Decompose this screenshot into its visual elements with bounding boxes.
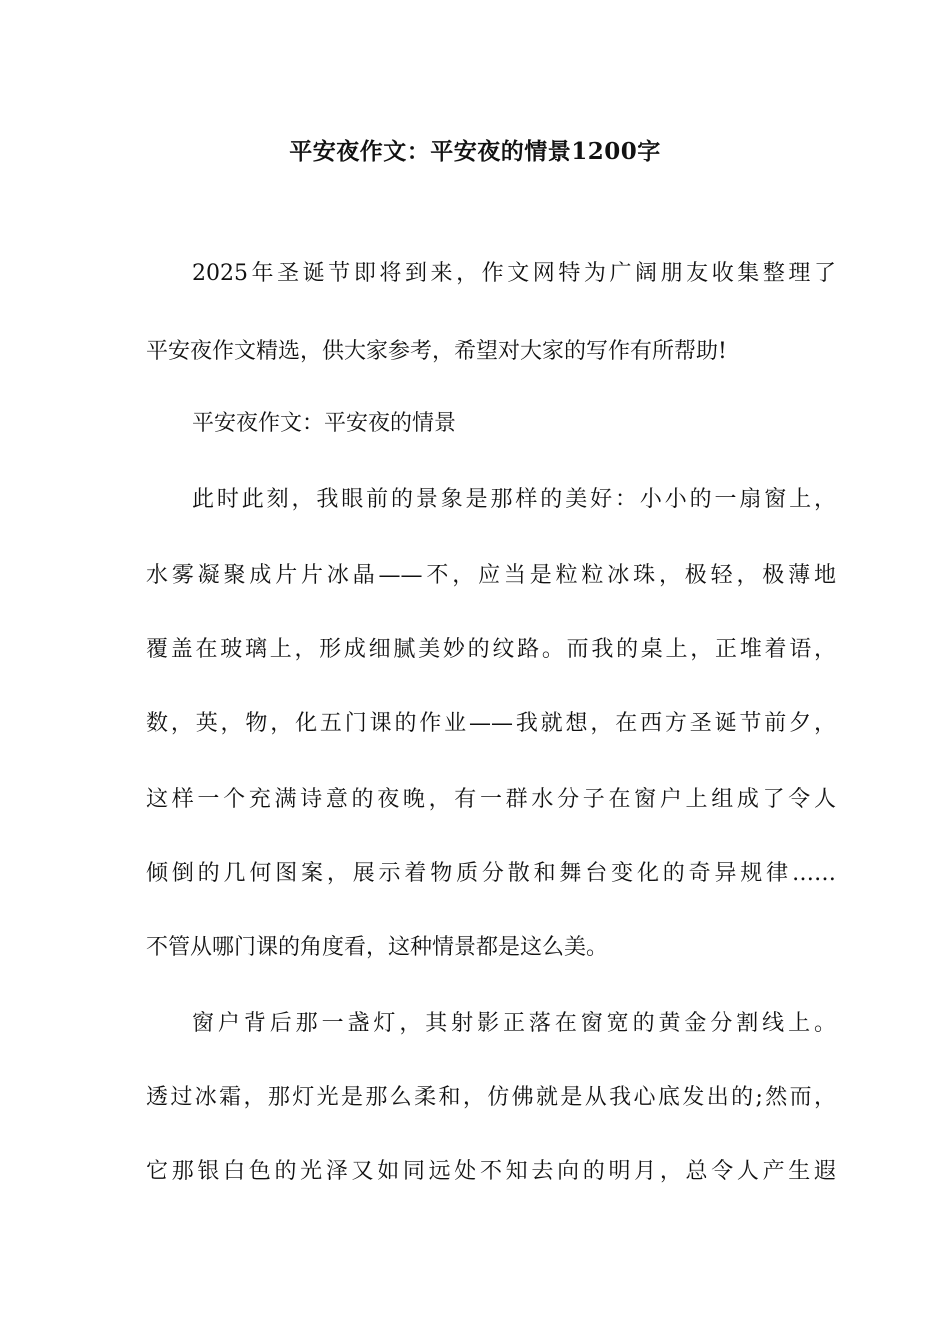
paragraph-line: 倾倒的几何图案，展示着物质分散和舞台变化的奇异规律…… xyxy=(146,861,836,886)
section-heading: 平安夜作文：平安夜的情景 xyxy=(192,411,457,436)
paragraph-line: 窗户背后那一盏灯，其射影正落在窗宽的黄金分割线上。 xyxy=(192,1011,836,1036)
paragraph-line: 2025年圣诞节即将到来，作文网特为广阔朋友收集整理了 xyxy=(192,261,836,286)
paragraph-line: 这样一个充满诗意的夜晚，有一群水分子在窗户上组成了令人 xyxy=(146,787,836,812)
paragraph-line: 数，英，物，化五门课的作业——我就想，在西方圣诞节前夕， xyxy=(146,711,836,736)
paragraph-line: 水雾凝聚成片片冰晶——不，应当是粒粒冰珠，极轻，极薄地 xyxy=(146,563,836,588)
paragraph-line: 平安夜作文精选，供大家参考，希望对大家的写作有所帮助! xyxy=(146,339,727,364)
paragraph-line: 不管从哪门课的角度看，这种情景都是这么美。 xyxy=(146,935,609,960)
paragraph-line: 覆盖在玻璃上，形成细腻美妙的纹路。而我的桌上，正堆着语， xyxy=(146,637,836,662)
paragraph-line: 此时此刻，我眼前的景象是那样的美好：小小的一扇窗上， xyxy=(192,487,836,512)
document-title: 平安夜作文：平安夜的情景1200字 xyxy=(289,138,661,165)
paragraph-line: 透过冰霜，那灯光是那么柔和，仿佛就是从我心底发出的;然而， xyxy=(146,1085,836,1110)
paragraph-line: 它那银白色的光泽又如同远处不知去向的明月，总令人产生遐 xyxy=(146,1159,836,1184)
